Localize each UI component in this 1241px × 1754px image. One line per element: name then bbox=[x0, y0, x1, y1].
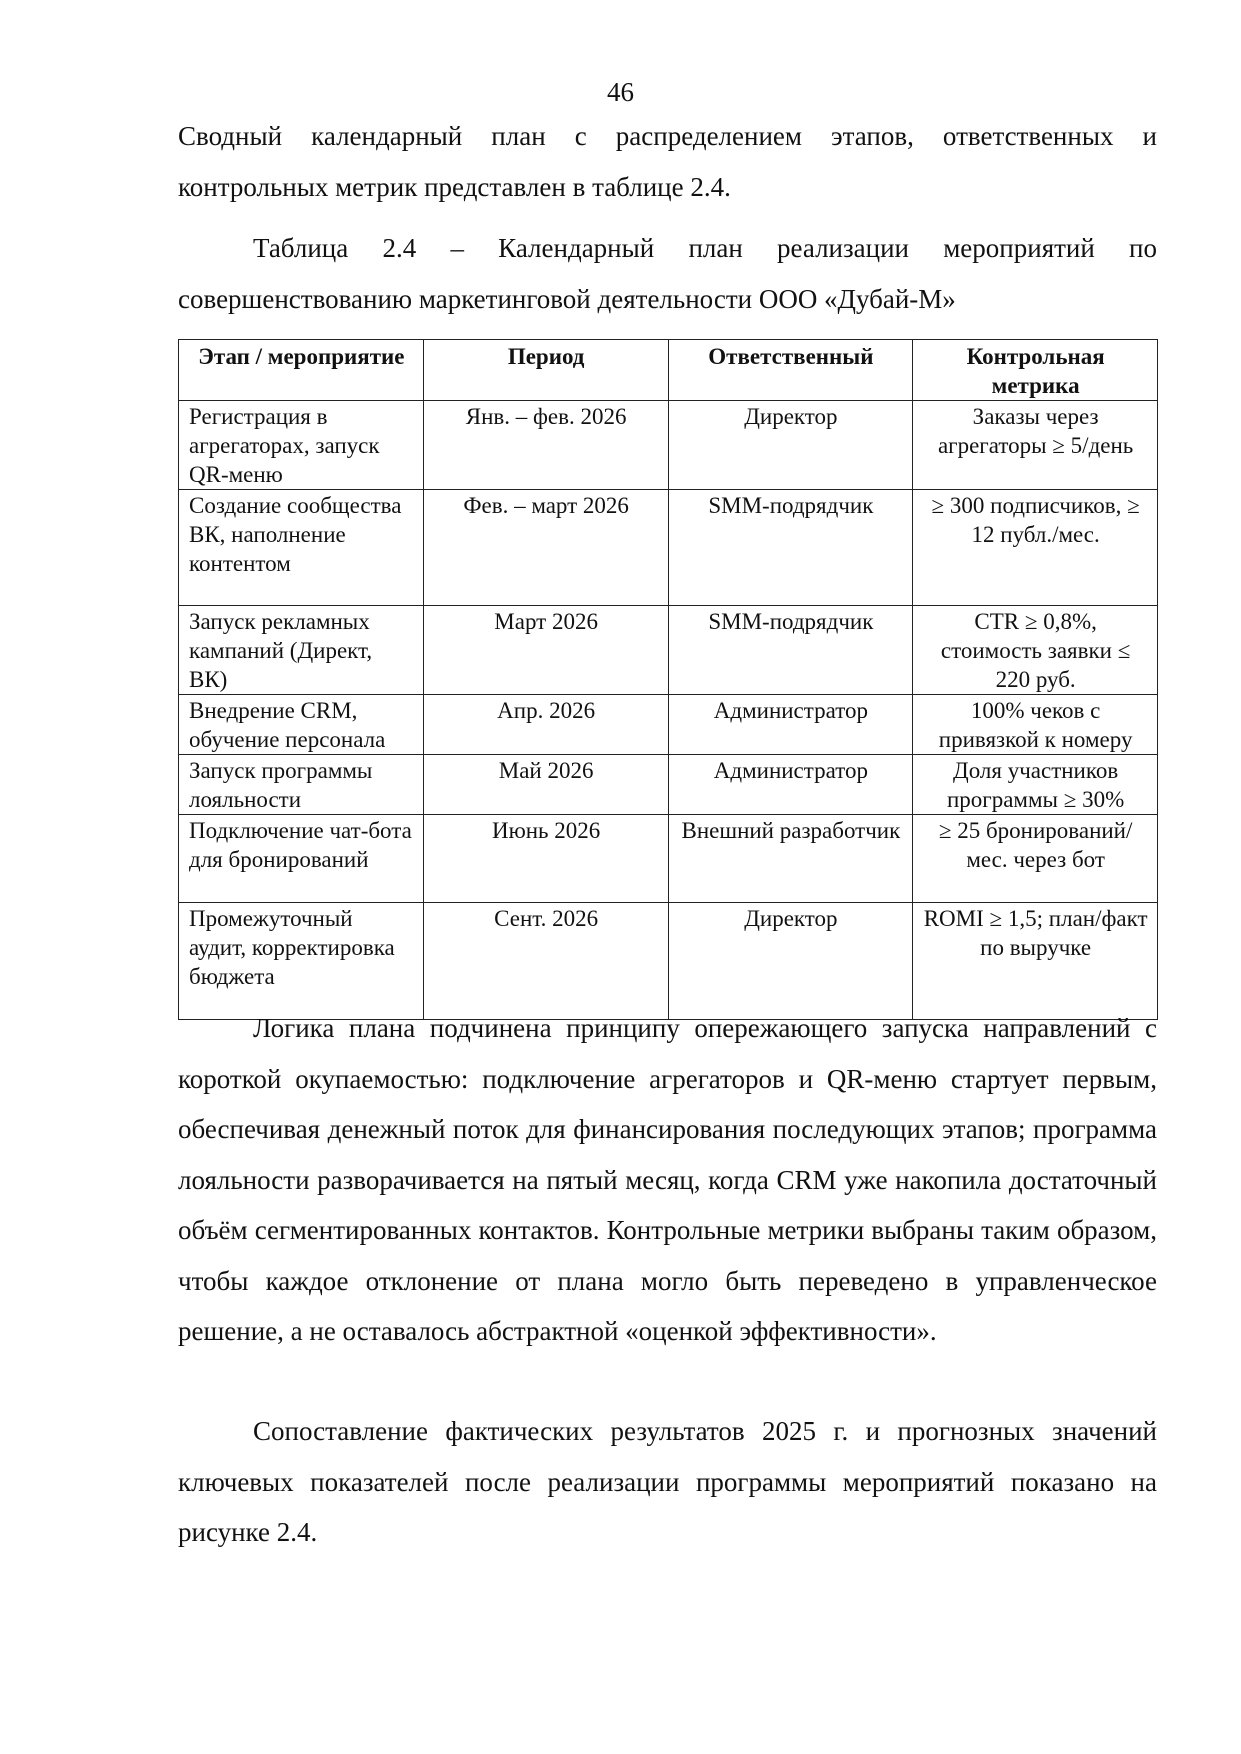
cell-stage: Запуск рекламных кампаний (Директ, ВК) bbox=[179, 606, 424, 695]
header-metric: Контрольная метрика bbox=[913, 340, 1158, 401]
header-stage: Этап / мероприятие bbox=[179, 340, 424, 401]
table-header-row bbox=[179, 340, 1158, 401]
page-number: 46 bbox=[607, 77, 634, 107]
cell-period: Сент. 2026 bbox=[423, 903, 668, 1020]
cell-metric: Заказы через агрегаторы ≥ 5/день bbox=[913, 401, 1158, 490]
cell-responsible: Директор bbox=[668, 401, 913, 490]
table-row bbox=[179, 401, 1158, 490]
table-row bbox=[179, 815, 1158, 903]
cell-stage: Создание сообщества ВК, наполнение контентом bbox=[179, 490, 424, 606]
table-row bbox=[179, 903, 1158, 1020]
plan-logic-paragraph: Логика плана подчинена принципу опережающего запуска направлений с короткой окупаемостью: подключение агрегаторов и QR-меню стартует первым, обеспечивая денежный поток для финансирования последующих этапов; программа лояльности разворачивается на пятый месяц, когда CRM уже накопила достаточный объём сегментированных контактов. Контрольные метрики выбраны таким образом, чтобы каждое отклонение от плана могло быть переведено в управленческое решение, а не оставалось абстрактной «оценкой эффективности». bbox=[178, 1013, 1157, 1346]
table-row bbox=[179, 490, 1158, 606]
cell-stage: Регистрация в агрегаторах, запуск QR-меню bbox=[179, 401, 424, 490]
header-responsible: Ответственный bbox=[668, 340, 913, 401]
header-period: Период bbox=[423, 340, 668, 401]
cell-period: Май 2026 bbox=[423, 755, 668, 815]
cell-period: Янв. – фев. 2026 bbox=[423, 401, 668, 490]
table-caption: Таблица 2.4 – Календарный план реализации мероприятий по совершенствованию маркетинговой деятельности ООО «Дубай-М» bbox=[178, 233, 1157, 314]
intro-paragraph: Сводный календарный план с распределением этапов, ответственных и контрольных метрик представлен в таблице 2.4. bbox=[178, 121, 1157, 202]
cell-period: Фев. – март 2026 bbox=[423, 490, 668, 606]
cell-responsible: Директор bbox=[668, 903, 913, 1020]
cell-period: Июнь 2026 bbox=[423, 815, 668, 903]
cell-responsible: SMM-подрядчик bbox=[668, 490, 913, 606]
cell-stage: Подключение чат-бота для бронирований bbox=[179, 815, 424, 903]
comparison-paragraph: Сопоставление фактических результатов 2025 г. и прогнозных значений ключевых показателей после реализации программы мероприятий показано на рисунке 2.4. bbox=[178, 1416, 1157, 1547]
cell-stage: Запуск программы лояльности bbox=[179, 755, 424, 815]
table-row bbox=[179, 755, 1158, 815]
cell-metric: CTR ≥ 0,8%, стоимость заявки ≤ 220 руб. bbox=[913, 606, 1158, 695]
calendar-plan-table bbox=[178, 339, 1158, 1020]
cell-period: Март 2026 bbox=[423, 606, 668, 695]
cell-stage: Внедрение CRM, обучение персонала bbox=[179, 695, 424, 755]
cell-metric: Доля участников программы ≥ 30% bbox=[913, 755, 1158, 815]
cell-metric: ≥ 25 бронирований/мес. через бот bbox=[913, 815, 1158, 903]
cell-metric: ROMI ≥ 1,5; план/факт по выручке bbox=[913, 903, 1158, 1020]
cell-stage: Промежуточный аудит, корректировка бюджета bbox=[179, 903, 424, 1020]
cell-responsible: Внешний разработчик bbox=[668, 815, 913, 903]
table-row bbox=[179, 695, 1158, 755]
cell-metric: 100% чеков с привязкой к номеру bbox=[913, 695, 1158, 755]
table-row bbox=[179, 606, 1158, 695]
cell-responsible: Администратор bbox=[668, 695, 913, 755]
cell-metric: ≥ 300 подписчиков, ≥ 12 публ./мес. bbox=[913, 490, 1158, 606]
cell-responsible: Администратор bbox=[668, 755, 913, 815]
cell-period: Апр. 2026 bbox=[423, 695, 668, 755]
cell-responsible: SMM-подрядчик bbox=[668, 606, 913, 695]
